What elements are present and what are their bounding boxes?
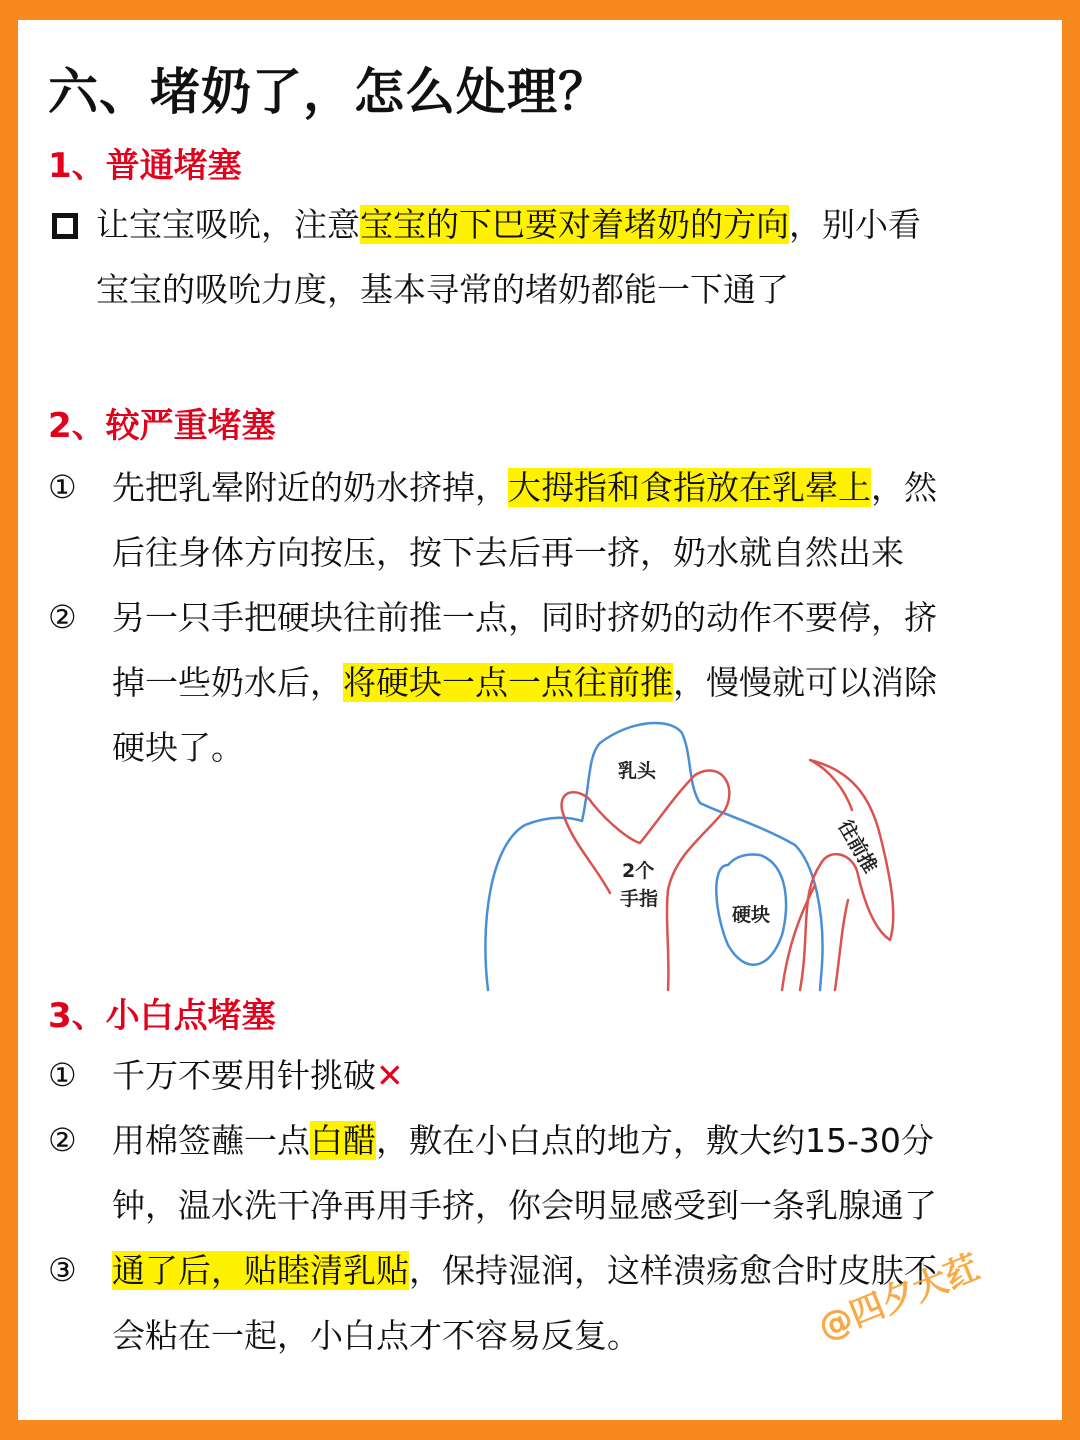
text-line: 后往身体方向按压，按下去后再一挤，奶水就自然出来	[112, 533, 904, 572]
text-line	[112, 1108, 937, 1173]
highlighted-text: 将硬块一点一点往前推	[343, 663, 673, 702]
text-line: 硬块了。	[112, 728, 244, 767]
page-title: 六、堵奶了，怎么处理？	[48, 63, 609, 121]
text-line: 宝宝的吸吮力度，基本寻常的堵奶都能一下通了	[96, 270, 789, 309]
text-span: 千万不要用针挑破	[112, 1056, 376, 1095]
section-3-heading: 3、小白点堵塞	[48, 996, 276, 1036]
text-line	[96, 192, 921, 257]
label-nipple: 乳头	[618, 760, 657, 782]
section-2-item-1	[112, 455, 937, 585]
text-span: ，慢慢就可以消除	[673, 663, 937, 702]
text-span: 让宝宝吸吮，注意	[96, 205, 360, 244]
item-number-1: ①	[48, 468, 77, 506]
highlighted-text: 白醋	[310, 1121, 376, 1160]
cross-mark-icon: ✕	[376, 1056, 404, 1095]
text-span: 先把乳晕附近的奶水挤掉，	[112, 468, 508, 507]
label-lump: 硬块	[732, 904, 771, 926]
section-3-item-2	[112, 1108, 937, 1238]
label-two-fingers: 2个	[622, 860, 655, 882]
highlighted-text: 通了后，贴睦清乳贴	[112, 1251, 409, 1290]
hand-finger-line	[835, 900, 848, 990]
label-push-forward: 往前推	[833, 816, 882, 877]
watermark: @四夕大荭	[812, 1247, 986, 1349]
text-line	[112, 1043, 404, 1108]
section-2-heading: 2、较严重堵塞	[48, 406, 276, 446]
label-fingers: 手指	[620, 888, 659, 910]
item-number-2: ②	[48, 1121, 77, 1159]
highlighted-text: 宝宝的下巴要对着堵奶的方向	[360, 205, 789, 244]
section-3-item-1	[112, 1043, 404, 1108]
item-number-1: ①	[48, 1056, 77, 1094]
section-1-paragraph	[96, 192, 921, 322]
text-span: ，保持湿润，这样溃疡愈合时皮肤不	[409, 1251, 937, 1290]
item-number-2: ②	[48, 598, 77, 636]
text-line: 钟，温水洗干净再用手挤，你会明显感受到一条乳腺通了	[112, 1186, 937, 1225]
item-number-3: ③	[48, 1251, 77, 1289]
text-line	[112, 455, 937, 520]
section-1-heading: 1、普通堵塞	[48, 146, 242, 186]
text-line	[112, 1238, 937, 1303]
text-line: 会粘在一起，小白点才不容易反复。	[112, 1316, 640, 1355]
push-arrow	[800, 760, 893, 990]
text-span: 用棉签蘸一点	[112, 1121, 310, 1160]
text-span: 掉一些奶水后，	[112, 663, 343, 702]
text-line	[112, 650, 937, 715]
highlighted-text: 大拇指和食指放在乳晕上	[508, 468, 871, 507]
square-bullet-icon	[52, 213, 78, 239]
red-outline	[562, 760, 894, 990]
breast-massage-diagram	[470, 715, 910, 995]
text-span: ，别小看	[789, 205, 921, 244]
text-span: ，然	[871, 468, 937, 507]
text-line: 另一只手把硬块往前推一点，同时挤奶的动作不要停，挤	[112, 598, 937, 637]
text-span: ，敷在小白点的地方，敷大约15-30分	[376, 1121, 934, 1160]
